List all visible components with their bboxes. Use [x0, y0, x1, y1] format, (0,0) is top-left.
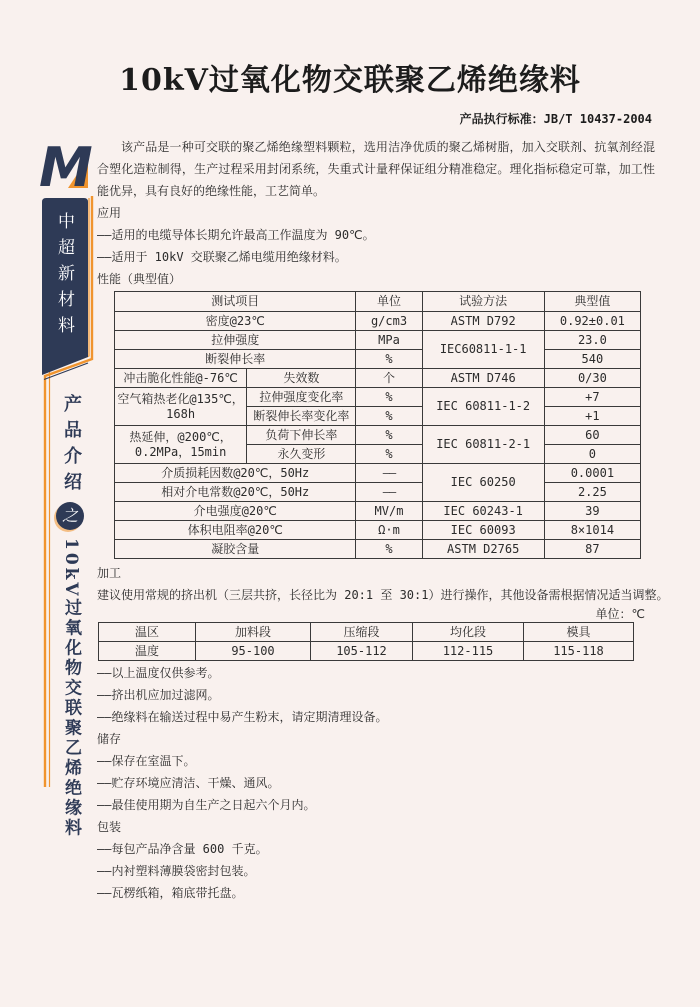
table-header-row	[115, 292, 641, 312]
section-heading-packaging: 包装	[97, 820, 122, 834]
cell: 体积电阻率@20℃	[115, 521, 356, 540]
processing-description: 建议使用常规的挤出机（三层共挤，长径比为 20:1 至 30:1）进行操作，其他设备需根据情况适当调整。	[97, 588, 669, 602]
table-row	[115, 426, 641, 445]
company-logo-icon	[38, 136, 96, 192]
cell: 空气箱热老化@135℃，168h	[115, 388, 247, 426]
cell: 0.92±0.01	[544, 312, 640, 331]
storage-item: ——最佳使用期为自生产之日起六个月内。	[97, 798, 316, 812]
cell: 温度	[99, 642, 196, 661]
cell: 87	[544, 540, 640, 559]
application-item: ——适用的电缆导体长期允许最高工作温度为 90℃。	[97, 228, 375, 242]
col-header: 测试项目	[115, 292, 356, 312]
cell: IEC 60250	[422, 464, 544, 502]
processing-note: ——以上温度仅供参考。	[97, 666, 220, 680]
section-heading-processing: 加工	[97, 566, 122, 580]
cell: 115-118	[524, 642, 634, 661]
cell: 热延伸，@200℃， 0.2MPa，15min	[115, 426, 247, 464]
cell: 拉伸强度	[115, 331, 356, 350]
table-row	[115, 521, 641, 540]
cell: 介质损耗因数@20℃，50Hz	[115, 464, 356, 483]
cell: Ω·m	[356, 521, 422, 540]
table-header-row	[99, 623, 634, 642]
processing-note: ——绝缘料在输送过程中易产生粉末，请定期清理设备。	[97, 710, 388, 724]
brand-name-vertical: 中超新材料	[54, 212, 74, 342]
temperature-unit-note: 单位：℃	[595, 607, 645, 621]
col-header: 试验方法	[422, 292, 544, 312]
cell: %	[356, 407, 422, 426]
application-item: ——适用于 10kV 交联聚乙烯电缆用绝缘材料。	[97, 250, 347, 264]
cell: 105-112	[311, 642, 413, 661]
cell: g/cm3	[356, 312, 422, 331]
cell: %	[356, 540, 422, 559]
cell: ——	[356, 483, 422, 502]
sidebar	[0, 0, 100, 1007]
cell: 60	[544, 426, 640, 445]
cell: 拉伸强度变化率	[247, 388, 356, 407]
cell: ASTM D746	[422, 369, 544, 388]
table-row	[115, 483, 641, 502]
col-header: 均化段	[413, 623, 524, 642]
cell: %	[356, 426, 422, 445]
performance-table	[114, 291, 641, 559]
cell: 断裂伸长率	[115, 350, 356, 369]
cell: 0.0001	[544, 464, 640, 483]
col-header: 单位	[356, 292, 422, 312]
section-heading-performance: 性能（典型值）	[97, 272, 182, 286]
cell: 112-115	[413, 642, 524, 661]
table-row	[115, 331, 641, 350]
svg-text:M: M	[39, 136, 93, 192]
cell: ASTM D2765	[422, 540, 544, 559]
cell: 0/30	[544, 369, 640, 388]
col-header: 温区	[99, 623, 196, 642]
cell: 凝胶含量	[115, 540, 356, 559]
cell: IEC 60093	[422, 521, 544, 540]
cell: 永久变形	[247, 445, 356, 464]
cell: +7	[544, 388, 640, 407]
cell: 相对介电常数@20℃，50Hz	[115, 483, 356, 502]
col-header: 典型值	[544, 292, 640, 312]
col-header: 模具	[524, 623, 634, 642]
cell: 2.25	[544, 483, 640, 502]
cell: 540	[544, 350, 640, 369]
packaging-item: ——内衬塑料薄膜袋密封包装。	[97, 864, 256, 878]
table-row	[115, 369, 641, 388]
table-row	[115, 312, 641, 331]
cell: IEC60811-1-1	[422, 331, 544, 369]
cell: 断裂伸长率变化率	[247, 407, 356, 426]
cell: %	[356, 445, 422, 464]
cell: +1	[544, 407, 640, 426]
table-row	[115, 388, 641, 407]
packaging-item: ——每包产品净含量 600 千克。	[97, 842, 268, 856]
storage-item: ——保存在室温下。	[97, 754, 196, 768]
cell: 失效数	[247, 369, 356, 388]
table-row	[115, 502, 641, 521]
cell: 冲击脆化性能@-76℃	[115, 369, 247, 388]
cell: ASTM D792	[422, 312, 544, 331]
execution-standard: 产品执行标准：JB/T 10437-2004	[459, 112, 652, 126]
series-label-vertical: 产品介绍	[61, 394, 82, 498]
conjunction-badge: 之	[56, 502, 84, 530]
cell: MPa	[356, 331, 422, 350]
intro-paragraph: 该产品是一种可交联的聚乙烯绝缘塑料颗粒，选用洁净优质的聚乙烯树脂，加入交联剂、抗氧剂经混合塑化造粒制得，生产过程采用封闭系统，失重式计量秤保证组分精准稳定。理化指标稳定可靠，加工性能优异，具有良好的绝缘性能，工艺简单。	[97, 140, 655, 198]
page-title: 10kV过氧化物交联聚乙烯绝缘料	[119, 63, 581, 98]
section-heading-application: 应用	[97, 206, 122, 220]
cell: %	[356, 388, 422, 407]
cell: IEC 60243-1	[422, 502, 544, 521]
product-name-vertical: 10kV过氧化物交联聚乙烯绝缘料	[61, 538, 81, 839]
cell: 介电强度@20℃	[115, 502, 356, 521]
cell: IEC 60811-2-1	[422, 426, 544, 464]
processing-note: ——挤出机应加过滤网。	[97, 688, 220, 702]
table-row	[115, 464, 641, 483]
cell: 8×1014	[544, 521, 640, 540]
cell: MV/m	[356, 502, 422, 521]
temperature-table	[98, 622, 634, 661]
cell: 密度@23℃	[115, 312, 356, 331]
cell: %	[356, 350, 422, 369]
cell: 95-100	[196, 642, 311, 661]
table-row	[115, 540, 641, 559]
cell: 39	[544, 502, 640, 521]
col-header: 压缩段	[311, 623, 413, 642]
table-row	[99, 642, 634, 661]
packaging-item: ——瓦楞纸箱，箱底带托盘。	[97, 886, 244, 900]
section-heading-storage: 储存	[97, 732, 122, 746]
storage-item: ——贮存环境应清洁、干燥、通风。	[97, 776, 280, 790]
cell: IEC 60811-1-2	[422, 388, 544, 426]
cell: ——	[356, 464, 422, 483]
cell: 23.0	[544, 331, 640, 350]
cell: 个	[356, 369, 422, 388]
cell: 负荷下伸长率	[247, 426, 356, 445]
cell: 0	[544, 445, 640, 464]
col-header: 加料段	[196, 623, 311, 642]
table-row	[115, 350, 641, 369]
